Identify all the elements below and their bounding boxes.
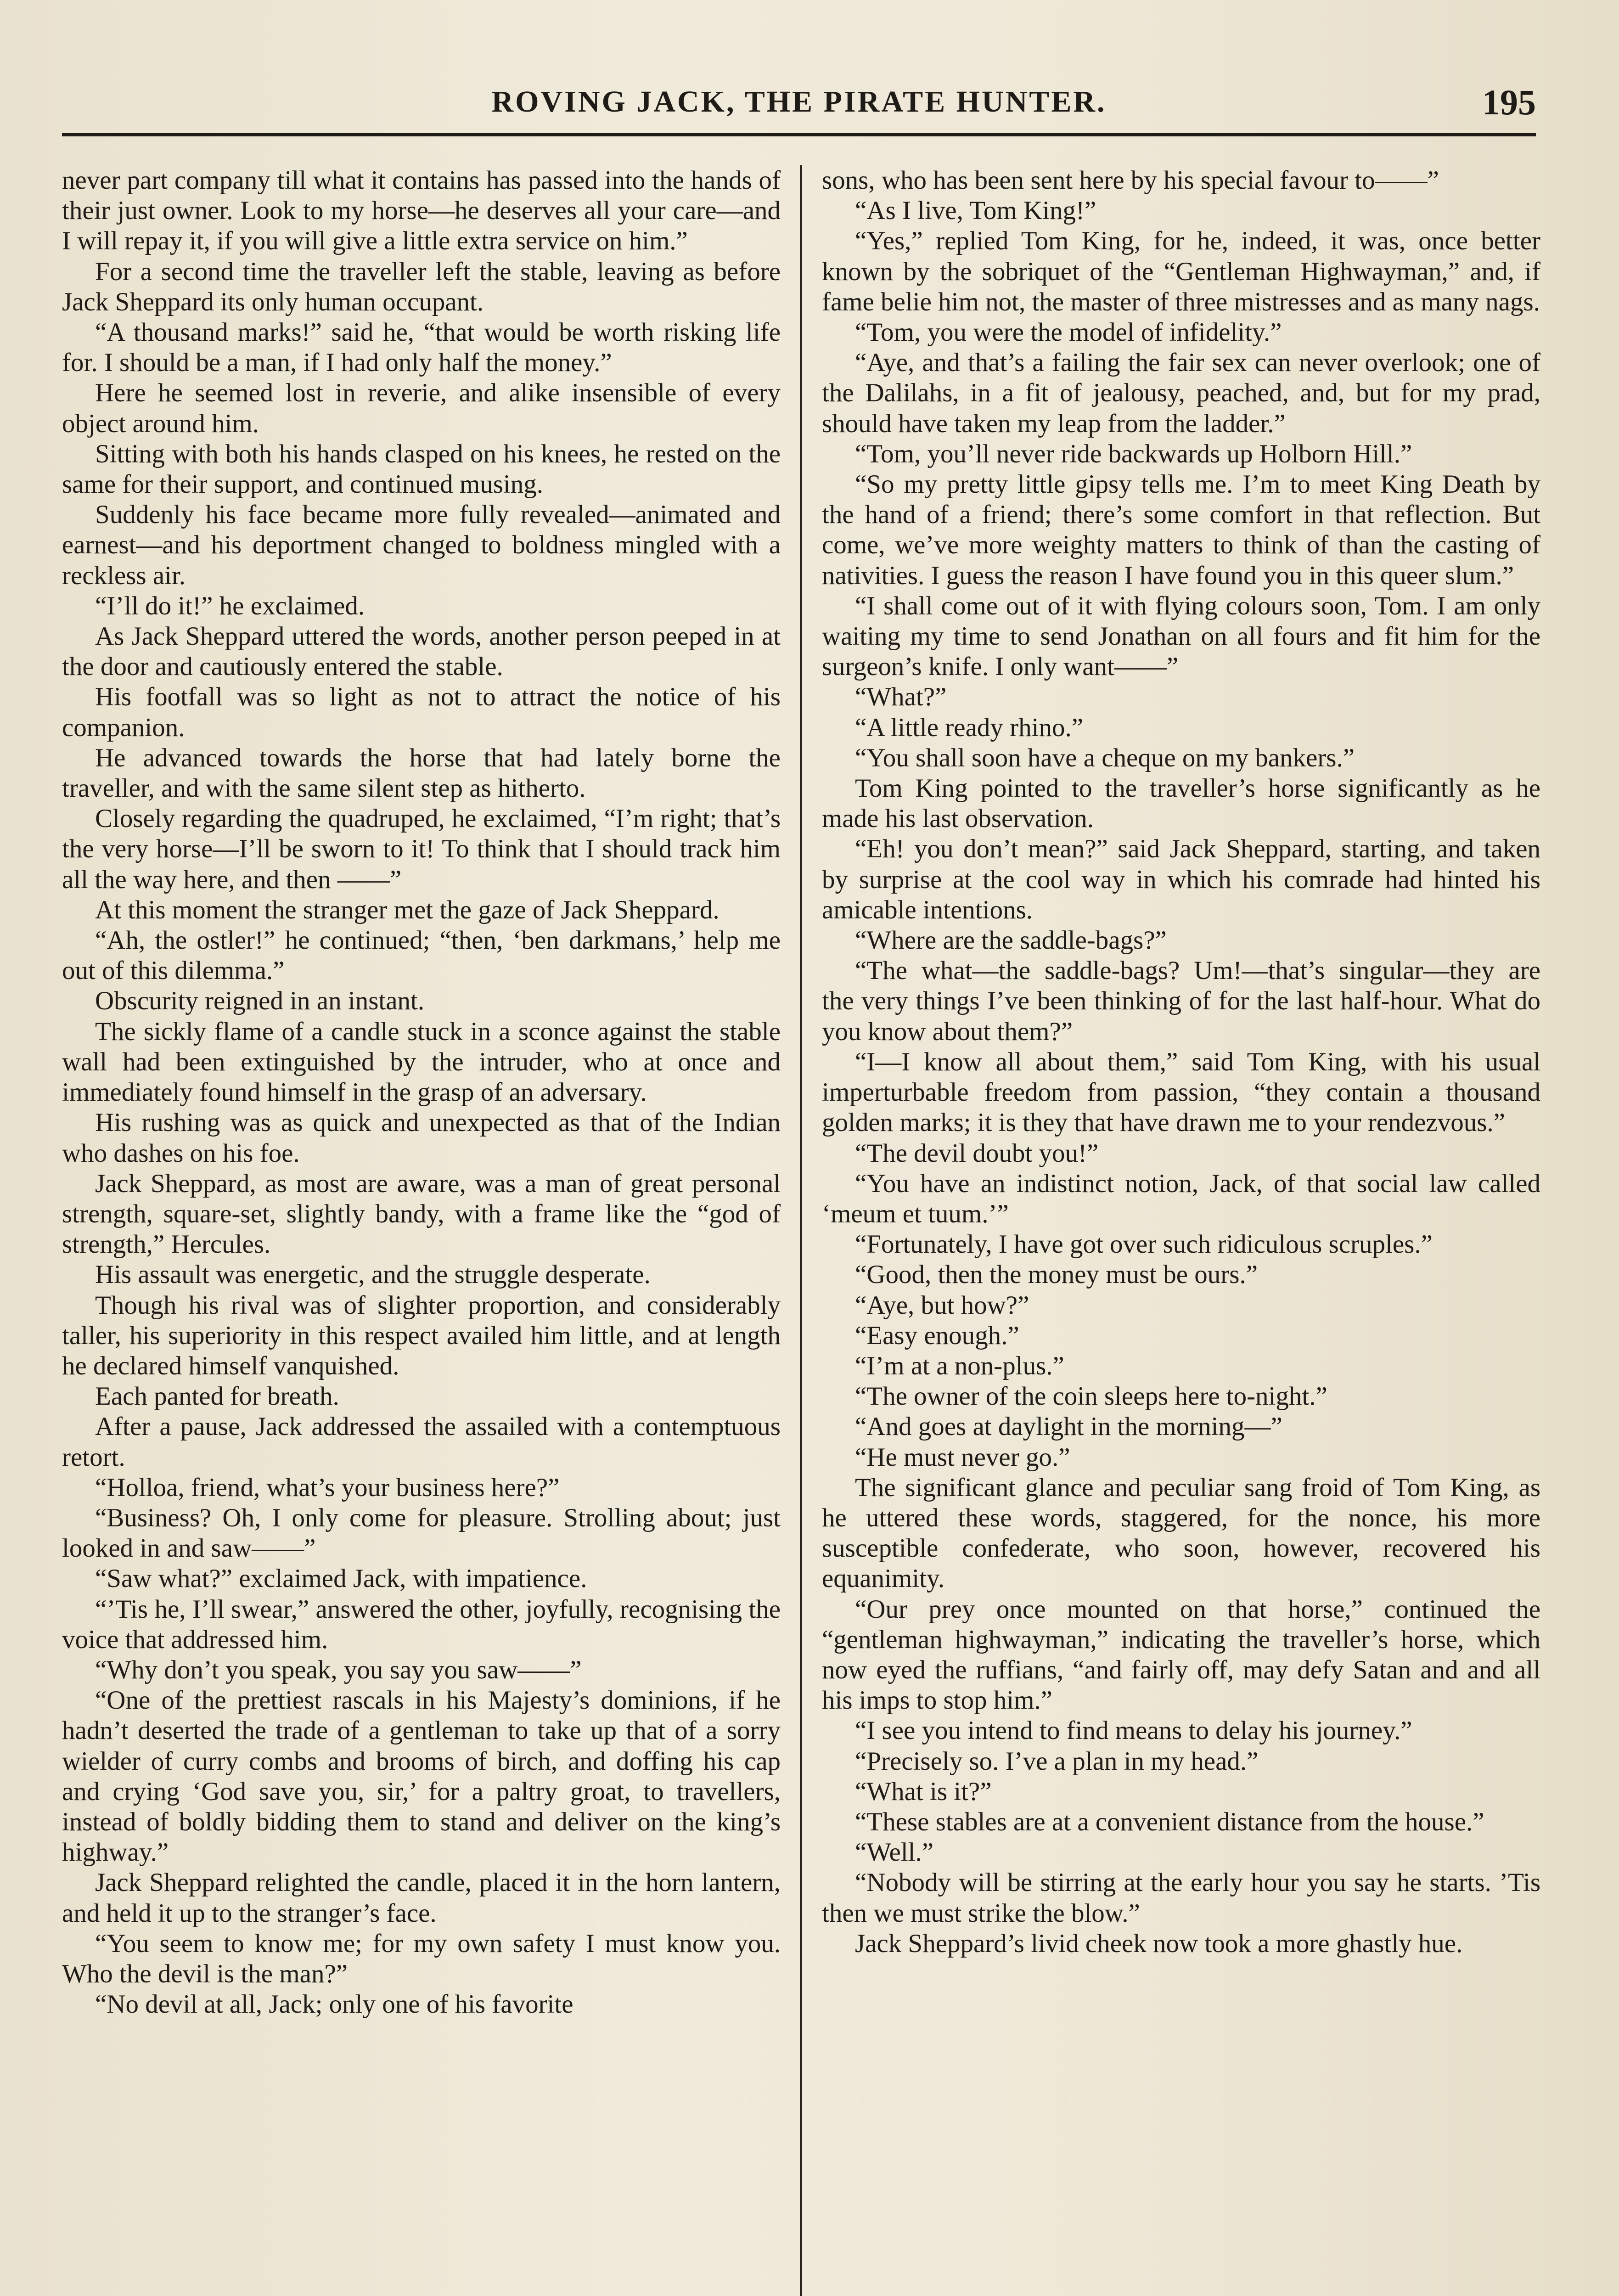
- paragraph: “Nobody will be stirring at the early hour you say he starts. ’Tis then we must strike the blow.”: [822, 1868, 1540, 1928]
- paragraph: “Aye, but how?”: [855, 1290, 1029, 1320]
- paragraph: “Business? Oh, I only come for pleasure. Strolling about; just looked in and saw——”: [62, 1503, 781, 1563]
- paragraph: Jack Sheppard, as most are aware, was a man of great personal strength, square-set, slightly bandy, with a frame like the “god of strength,” Hercules.: [62, 1169, 781, 1259]
- paragraph: Jack Sheppard’s livid cheek now took a more ghastly hue.: [855, 1929, 1463, 1958]
- paragraph: His rushing was as quick and unexpected as that of the Indian who dashes on his foe.: [62, 1108, 781, 1168]
- paragraph: “Holloa, friend, what’s your business here?”: [95, 1473, 560, 1502]
- page-header: [62, 78, 1536, 136]
- paragraph: sons, who has been sent here by his special favour to——”: [822, 166, 1439, 195]
- paragraph: Sitting with both his hands clasped on his knees, he rested on the same for their support, and continued musing.: [62, 439, 781, 499]
- paragraph: His footfall was so light as not to attract the notice of his companion.: [62, 682, 781, 742]
- paragraph: “As I live, Tom King!”: [855, 196, 1096, 225]
- paragraph: “You seem to know me; for my own safety I must know you. Who the devil is the man?”: [62, 1929, 781, 1988]
- paragraph: “I’ll do it!” he exclaimed.: [95, 591, 365, 620]
- paragraph: Closely regarding the quadruped, he exclaimed, “I’m right; that’s the very horse—I’ll be sworn to it! To think that I should track him all the way here, and then ——”: [62, 804, 781, 894]
- paragraph: “Good, then the money must be ours.”: [855, 1260, 1258, 1289]
- paragraph: “So my pretty little gipsy tells me. I’m to meet King Death by the hand of a friend; there’s some comfort in that reflection. But come, we’ve more weighty matters to think of than the casting of nativities. I guess the reason I have found you in this queer slum.”: [822, 470, 1540, 590]
- paragraph: “What is it?”: [855, 1777, 992, 1806]
- paragraph: “He must never go.”: [855, 1442, 1070, 1472]
- left-text-column: [62, 165, 781, 2296]
- paragraph: Here he seemed lost in reverie, and alike insensible of every object around him.: [62, 378, 781, 438]
- paragraph: “Our prey once mounted on that horse,” continued the “gentleman highwayman,” indicating the traveller’s horse, which now eyed the ruffians, “and fairly off, may defy Satan and and all his imps to stop him.”: [822, 1594, 1540, 1715]
- paragraph: “No devil at all, Jack; only one of his favorite: [95, 1990, 573, 2019]
- paragraph: “Easy enough.”: [855, 1321, 1019, 1350]
- paragraph: “I—I know all about them,” said Tom King, with his usual imperturbable freedom from passion, “they contain a thousand golden marks; it is they that have drawn me to your rendezvous.”: [822, 1047, 1540, 1137]
- paragraph: “What?”: [855, 682, 947, 712]
- paragraph: “And goes at daylight in the morning—”: [855, 1412, 1282, 1441]
- paragraph: For a second time the traveller left the stable, leaving as before Jack Sheppard its only human occupant.: [62, 257, 781, 316]
- paragraph: His assault was energetic, and the struggle desperate.: [95, 1260, 651, 1289]
- paragraph: Jack Sheppard relighted the candle, placed it in the horn lantern, and held it up to the stranger’s face.: [62, 1868, 781, 1928]
- paragraph: The sickly flame of a candle stuck in a sconce against the stable wall had been extinguished by the intruder, who at once and immediately found himself in the grasp of an adversary.: [62, 1017, 781, 1107]
- paragraph: Obscurity reigned in an instant.: [95, 986, 425, 1016]
- paragraph: “Ah, the ostler!” he continued; “then, ‘ben darkmans,’ help me out of this dilemma.”: [62, 926, 781, 985]
- paragraph: “Why don’t you speak, you say you saw——”: [95, 1655, 582, 1684]
- paragraph: The significant glance and peculiar sang froid of Tom King, as he uttered these words, staggered, for the nonce, his more susceptible confederate, who soon, however, recovered his equanimity.: [822, 1473, 1540, 1593]
- paragraph: “Tom, you were the model of infidelity.”: [855, 318, 1282, 347]
- paragraph: As Jack Sheppard uttered the words, another person peeped in at the door and cautiously entered the stable.: [62, 622, 781, 681]
- paragraph: “I shall come out of it with flying colours soon, Tom. I am only waiting my time to send Jonathan on all fours and fit him for the surgeon’s knife. I only want——”: [822, 591, 1540, 681]
- paragraph: “The what—the saddle-bags? Um!—that’s singular—they are the very things I’ve been thinking of for the last half-hour. What do you know about them?”: [822, 956, 1540, 1046]
- running-title: ROVING JACK, THE PIRATE HUNTER.: [491, 85, 1107, 118]
- column-divider: [800, 165, 802, 2296]
- paragraph: “Well.”: [855, 1838, 934, 1867]
- paragraph: “One of the prettiest rascals in his Majesty’s dominions, if he hadn’t deserted the trade of a gentleman to take up that of a sorry wielder of curry combs and brooms of birch, and doffing his cap and crying ‘God save you, sir,’ for a paltry groat, to travellers, instead of boldly bidding them to stand and deliver on the king’s highway.”: [62, 1686, 781, 1867]
- paragraph: “I see you intend to find means to delay his journey.”: [855, 1716, 1412, 1745]
- paragraph: “You have an indistinct notion, Jack, of that social law called ‘meum et tuum.’”: [822, 1169, 1540, 1228]
- paragraph: “I’m at a non-plus.”: [855, 1351, 1064, 1380]
- paragraph: “Tom, you’ll never ride backwards up Holborn Hill.”: [855, 439, 1412, 468]
- paragraph: never part company till what it contains has passed into the hands of their just owner. Look to my horse—he deserves all your care—and I will repay it, if you will give a little extra service on him.”: [62, 166, 781, 256]
- paragraph: “A thousand marks!” said he, “that would be worth risking life for. I should be a man, if I had only half the money.”: [62, 318, 781, 377]
- paragraph: “’Tis he, I’ll swear,” answered the other, joyfully, recognising the voice that addressed him.: [62, 1594, 781, 1654]
- paragraph: “Where are the saddle-bags?”: [855, 926, 1167, 955]
- paragraph: “A little ready rhino.”: [855, 713, 1083, 742]
- paragraph: “Precisely so. I’ve a plan in my head.”: [855, 1746, 1259, 1776]
- page-number: 195: [1482, 82, 1536, 122]
- paragraph: At this moment the stranger met the gaze of Jack Sheppard.: [95, 895, 720, 924]
- paragraph: Suddenly his face became more fully revealed—animated and earnest—and his deportment changed to boldness mingled with a reckless air.: [62, 500, 781, 590]
- paragraph: “Yes,” replied Tom King, for he, indeed, it was, once better known by the sobriquet of the “Gentleman Highwayman,” and, if fame belie him not, the master of three mistresses and as many nags.: [822, 226, 1540, 316]
- paragraph: After a pause, Jack addressed the assailed with a contemptuous retort.: [62, 1412, 781, 1472]
- right-text-column: [822, 165, 1540, 2296]
- paragraph: “These stables are at a convenient distance from the house.”: [855, 1807, 1484, 1836]
- paragraph: “Eh! you don’t mean?” said Jack Sheppard, starting, and taken by surprise at the cool way in which his comrade had hinted his amicable intentions.: [822, 834, 1540, 924]
- paragraph: “The owner of the coin sleeps here to-night.”: [855, 1382, 1327, 1411]
- paragraph: Each panted for breath.: [95, 1382, 339, 1411]
- paragraph: “Fortunately, I have got over such ridiculous scruples.”: [855, 1230, 1433, 1259]
- paragraph: “The devil doubt you!”: [855, 1138, 1099, 1168]
- paragraph: Tom King pointed to the traveller’s horse significantly as he made his last observation.: [822, 774, 1540, 833]
- paragraph: “Saw what?” exclaimed Jack, with impatience.: [95, 1564, 587, 1593]
- paragraph: Though his rival was of slighter proportion, and considerably taller, his superiority in this respect availed him little, and at length he declared himself vanquished.: [62, 1290, 781, 1380]
- paragraph: “Aye, and that’s a failing the fair sex can never overlook; one of the Dalilahs, in a fit of jealousy, peached, and, but for my prad, should have taken my leap from the ladder.”: [822, 348, 1540, 438]
- paragraph: He advanced towards the horse that had lately borne the traveller, and with the same silent step as hitherto.: [62, 743, 781, 803]
- paragraph: “You shall soon have a cheque on my bankers.”: [855, 743, 1355, 772]
